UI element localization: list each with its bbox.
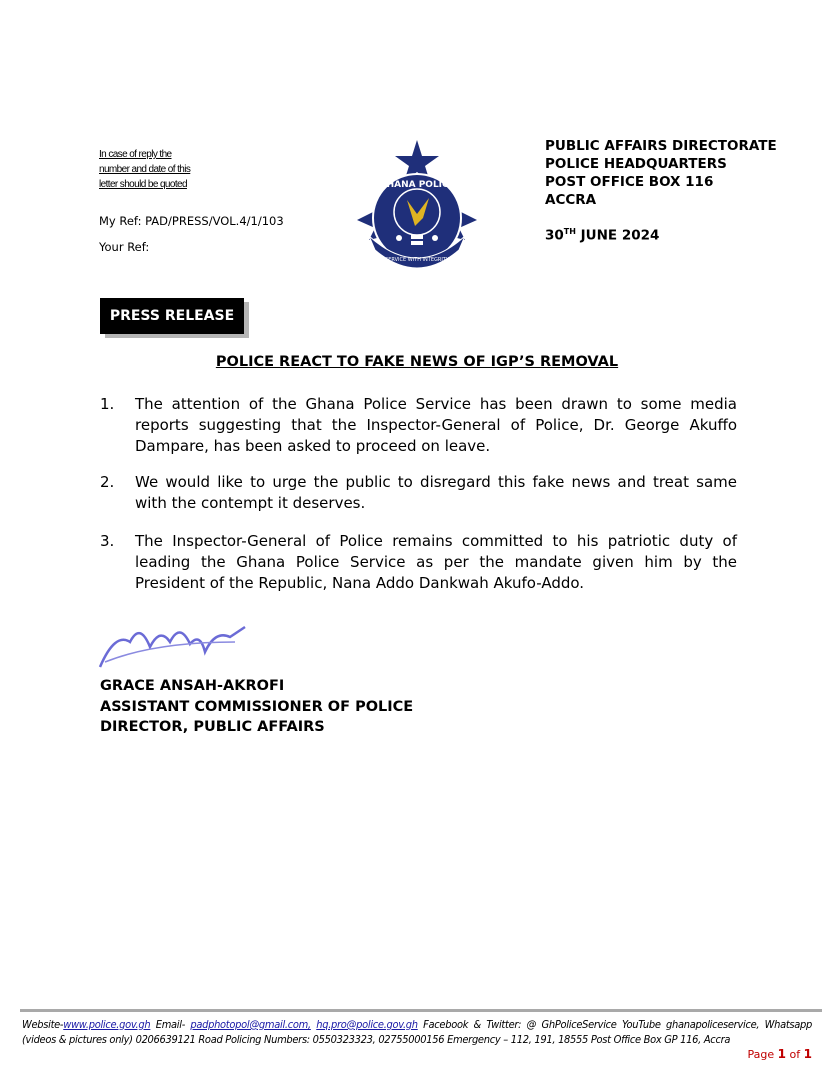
page-current: 1	[777, 1047, 787, 1061]
directorate-address	[545, 137, 777, 209]
address-line: POLICE HEADQUARTERS	[545, 156, 727, 172]
email-link-2[interactable]: hq.pro@police.gov.gh	[316, 1018, 418, 1031]
email-link-1[interactable]: padphotopol@gmail.com,	[190, 1018, 311, 1031]
signatory-title: DIRECTOR, PUBLIC AFFAIRS	[100, 719, 325, 735]
svg-text:GHANA POLICE: GHANA POLICE	[379, 180, 455, 190]
reply-note-line: In case of reply the	[99, 149, 172, 160]
address-line: ACCRA	[545, 192, 597, 208]
signatory-name: GRACE ANSAH-AKROFI	[100, 678, 285, 694]
page-total: 1	[803, 1047, 812, 1061]
references	[99, 208, 284, 260]
signature	[95, 612, 255, 672]
paragraph-text: We would like to urge the public to disregard this fake news and treat same with the contempt it deserves.	[135, 473, 737, 512]
ghana-police-logo	[355, 140, 479, 270]
paragraph-number: 3.	[100, 532, 115, 550]
paragraph-number: 2.	[100, 473, 115, 491]
address-line: PUBLIC AFFAIRS DIRECTORATE	[545, 138, 777, 154]
footer-divider	[20, 1009, 822, 1012]
svg-text:SERVICE WITH INTEGRITY: SERVICE WITH INTEGRITY	[385, 257, 449, 263]
paragraph-text: The Inspector-General of Police remains committed to his patriotic duty of leading the Ghana Police Service as per the mandate given him by the President of the Republic, Nana Addo Dankwah Akufo-Addo.	[135, 532, 737, 592]
website-link[interactable]: www.police.gov.gh	[63, 1018, 151, 1031]
page-label: Page	[747, 1048, 778, 1061]
my-ref: My Ref: PAD/PRESS/VOL.4/1/103	[99, 214, 284, 228]
reply-note-line: letter should be quoted	[99, 179, 187, 190]
reply-note	[99, 147, 190, 192]
release-title	[0, 354, 834, 370]
press-release-label: PRESS RELEASE	[100, 298, 244, 334]
page-of: of	[786, 1048, 804, 1061]
title-text: POLICE REACT TO FAKE NEWS OF IGP’S REMOVAL	[215, 354, 619, 370]
paragraph-2	[100, 472, 737, 514]
email-label: Email-	[150, 1018, 191, 1031]
footer-contact-text: Facebook & Twitter: @ GhPoliceService YouTube ghanapoliceservice, Whatsapp (videos & pictures only) 0206639121 Road Policing Numbers: 0550323323, 02755000156 Emergency – 112, 191, 18555 Post Office Box GP 116, Accra	[22, 1018, 812, 1046]
address-line: POST OFFICE BOX 116	[545, 174, 714, 190]
date-month-year: JUNE 2024	[575, 227, 660, 244]
footer-contacts	[22, 1017, 812, 1047]
signatory-block	[100, 676, 413, 738]
signatory-rank: ASSISTANT COMMISSIONER OF POLICE	[100, 698, 414, 715]
website-label: Website-	[22, 1018, 64, 1031]
paragraph-3	[100, 531, 737, 594]
your-ref: Your Ref:	[99, 240, 150, 254]
date-day: 30	[545, 227, 564, 244]
date-suffix: TH	[563, 227, 576, 236]
reply-note-line: number and date of this	[99, 164, 191, 175]
paragraph-1	[100, 394, 737, 457]
release-date	[545, 227, 659, 244]
page-number	[748, 1047, 812, 1061]
paragraph-number: 1.	[100, 395, 115, 413]
paragraph-text: The attention of the Ghana Police Service has been drawn to some media reports suggesting that the Inspector-General of Police, Dr. George Akuffo Dampare, has been asked to proceed on leave.	[135, 395, 737, 455]
